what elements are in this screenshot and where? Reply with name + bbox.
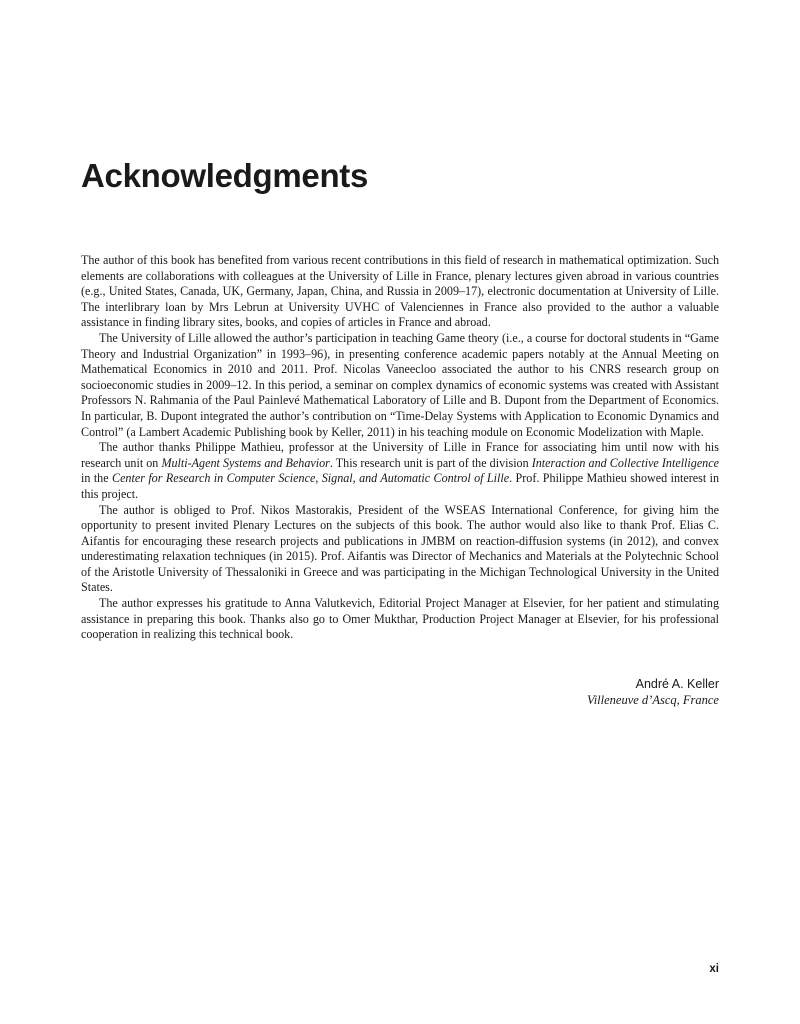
division-name: Interaction and Collective Intelligence (531, 455, 719, 470)
paragraph-2: The University of Lille allowed the author’s participation in teaching Game theory (i.e., a course for doctoral students in “Game Theory and Industrial Organization” in 1993–96), in presenting conference academic papers notably at the Annual Meeting on Mathematical Economics in 2010 and 2011. Prof. Nicolas Vaneecloo associated the author to his CNRS research group on socioeconomic studies in 2009–12. In this period, a seminar on complex dynamics of economic systems was created with Assistant Professors N. Rahmania of the Paul Painlevé Mathematical Laboratory of Lille and B. Dupont from the Department of Economics. In particular, B. Dupont integrated the author’s contribution on “Time-Delay Systems with Application to Economic Dynamics and Control” (a Lambert Academic Publishing book by Keller, 2011) in his teaching module on Economic Modelization with Maple. (81, 330, 719, 439)
paragraph-3-text-g: . Prof. Philippe Mathieu showed interest in this project. (81, 471, 719, 501)
paragraph-3 (81, 440, 719, 502)
paragraph-3-text-a: The author thanks Philippe Mathieu, professor at the University of Lille in France for associating him until now with his research unit on (81, 440, 719, 470)
signature-block (81, 676, 719, 708)
paragraph-5: The author expresses his gratitude to Anna Valutkevich, Editorial Project Manager at Elsevier, for her patient and stimulating assistance in preparing this book. Thanks also go to Omer Mukthar, Production Project Manager at Elsevier, for his professional cooperation in realizing this technical book. (81, 596, 719, 642)
acknowledgments-body (81, 253, 719, 643)
paragraph-3-text-e: in the (81, 471, 112, 486)
research-center-name: Center for Research in Computer Science, Signal, and Automatic Control of Lille (112, 471, 510, 486)
paragraph-1: The author of this book has benefited from various recent contributions in this field of research in mathematical optimization. Such elements are collaborations with colleagues at the University of Lille in France, plenary lectures given abroad in various countries (e.g., United States, Canada, UK, Germany, Japan, China, and Russia in 2009–17), electronic documentation at University of Lille. The interlibrary loan by Mrs Lebrun at University UVHC of Valenciennes in France also provided to the author a valuable assistance in finding library sites, books, and copies of articles in France and abroad. (81, 253, 719, 330)
page-number: xi (709, 963, 719, 975)
author-location: Villeneuve d’Ascq, France (586, 693, 719, 707)
paragraph-3-text-c: . This research unit is part of the division (329, 455, 532, 470)
paragraph-4: The author is obliged to Prof. Nikos Mastorakis, President of the WSEAS International Conference, for giving him the opportunity to present invited Plenary Lectures on the subjects of this book. The author would also like to thank Prof. Elias C. Aifantis for encouraging these research projects and publications in JMBM on reaction-diffusion systems (in 2012), and convex underestimating relaxation techniques (in 2015). Prof. Aifantis was Director of Mechanics and Materials at the Polytechnic School of the Aristotle University of Thessaloniki in Greece and was participating in the Michigan Technological University in the United States. (81, 502, 719, 595)
research-unit-name: Multi-Agent Systems and Behavior (161, 455, 330, 470)
author-name: André A. Keller (635, 677, 719, 691)
page-title: Acknowledgments (81, 157, 369, 194)
